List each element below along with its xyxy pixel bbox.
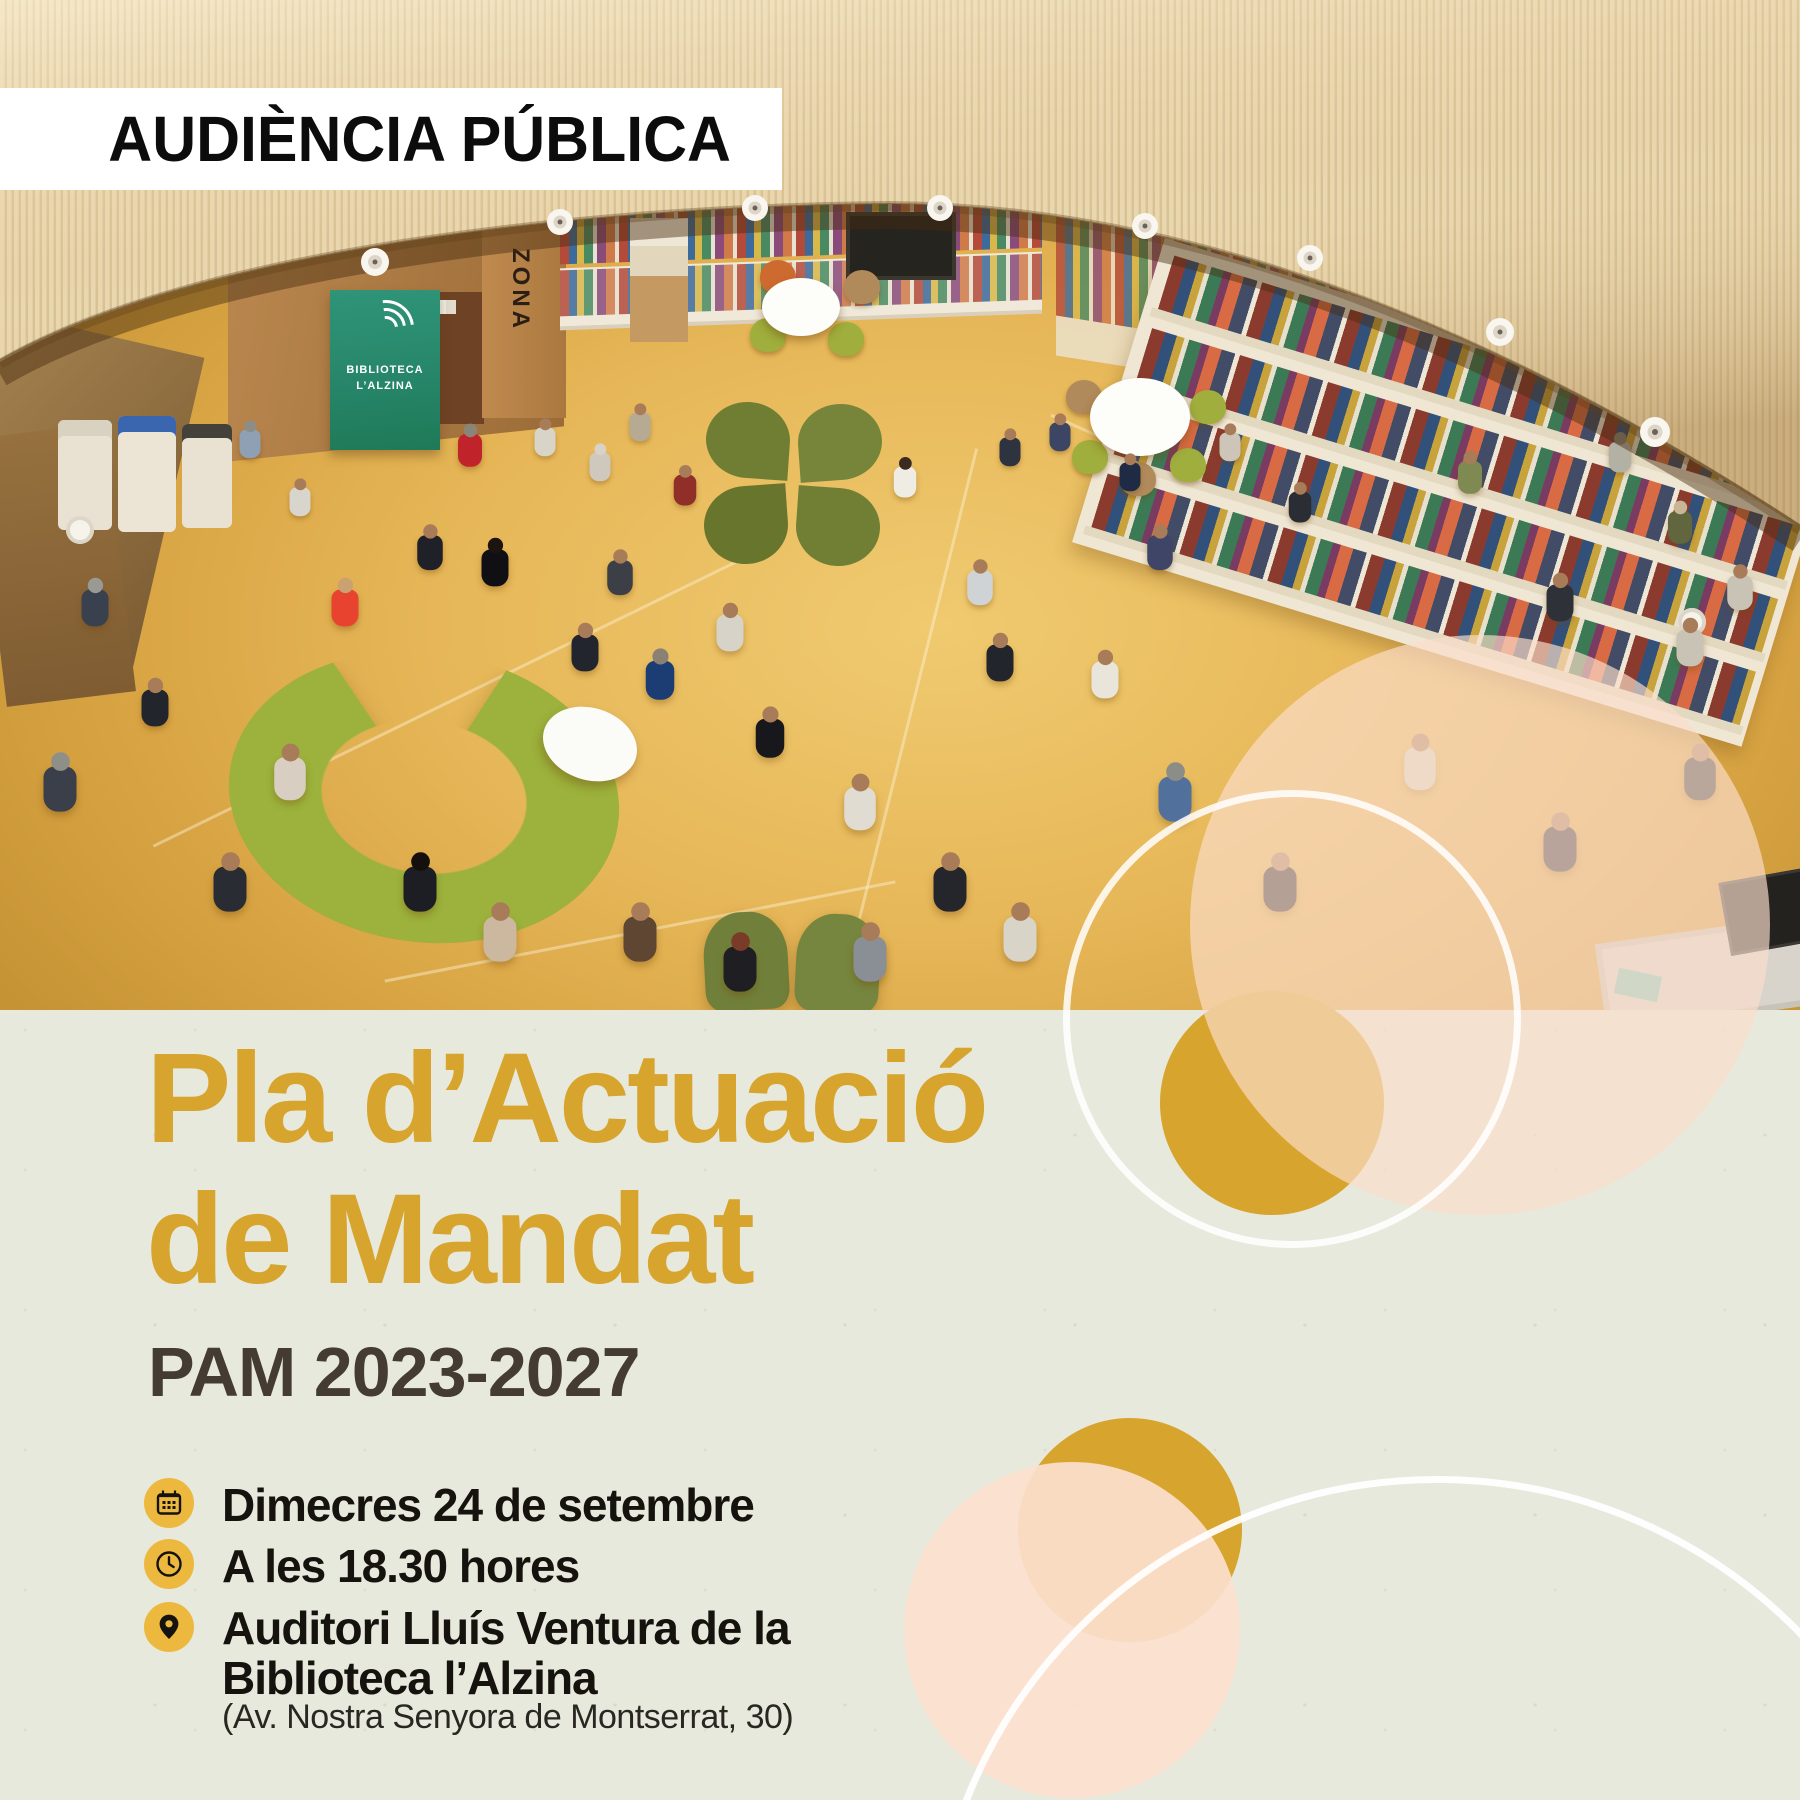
location-pin-icon-bullet	[144, 1602, 194, 1652]
clock-icon-bullet	[144, 1539, 194, 1589]
clock-icon	[154, 1549, 184, 1579]
calendar-icon	[154, 1488, 184, 1518]
header-banner	[0, 88, 782, 190]
event-place	[222, 1603, 790, 1703]
title-line1: Pla d’Actuació	[146, 1027, 986, 1170]
event-place-line1: Auditori Lluís Ventura de la	[222, 1602, 790, 1654]
banner-label: AUDIÈNCIA PÚBLICA	[108, 103, 731, 175]
poster-title	[146, 1028, 986, 1310]
decor-white-ring-mid	[1063, 790, 1521, 1248]
title-line2: de Mandat	[146, 1168, 752, 1311]
library-banner-text: BIBLIOTECA	[346, 364, 424, 376]
calendar-icon-bullet	[144, 1478, 194, 1528]
event-time: A les 18.30 hores	[222, 1540, 580, 1592]
event-address: (Av. Nostra Senyora de Montserrat, 30)	[222, 1698, 794, 1736]
zona-label: ZONA	[507, 248, 534, 332]
location-pin-icon	[154, 1612, 184, 1642]
poster-subtitle: PAM 2023-2027	[148, 1333, 640, 1411]
event-place-line2: Biblioteca l’Alzina	[222, 1652, 597, 1704]
library-banner-text: L’ALZINA	[356, 380, 414, 392]
event-date: Dimecres 24 de setembre	[222, 1479, 754, 1531]
